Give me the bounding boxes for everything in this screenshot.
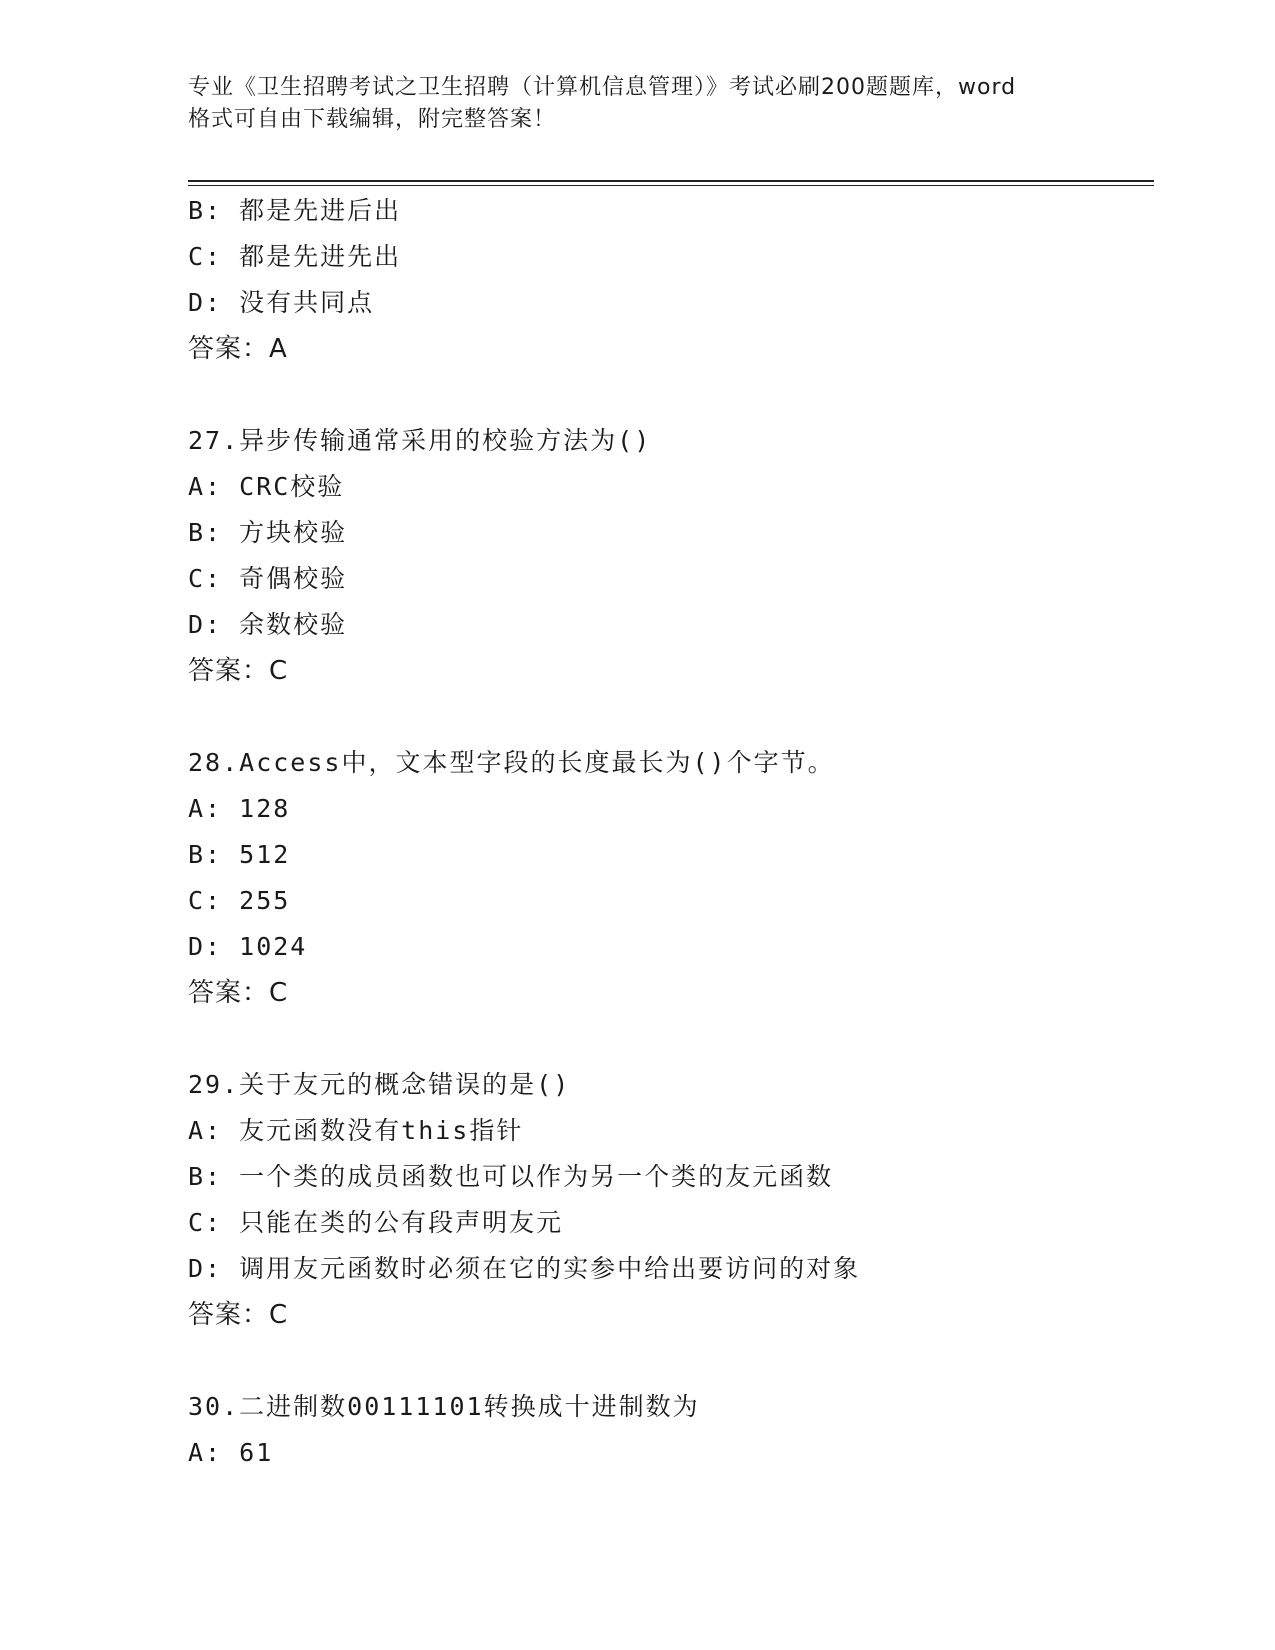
question-text: 30.二进制数00111101转换成十进制数为 [188,1392,700,1421]
question-text: 29.关于友元的概念错误的是() [188,1070,571,1099]
question-list [188,188,1148,1476]
option-a: A: 友元函数没有this指针 [188,1116,524,1145]
option-d: D: 没有共同点 [188,288,375,317]
answer: 答案：C [188,978,289,1008]
option-c: C: 奇偶校验 [188,564,348,593]
option-b: B: 都是先进后出 [188,196,402,225]
header-line-2: 格式可自由下载编辑，附完整答案！ [188,107,557,132]
question-text: 28.Access中，文本型字段的长度最长为()个字节。 [188,748,835,777]
header-divider-thin [188,185,1154,186]
option-d: D: 余数校验 [188,610,348,639]
question-26 [188,188,1148,372]
option-a: A: CRC校验 [188,472,345,501]
option-a: A: 61 [188,1438,274,1467]
header-line-1: 专业《卫生招聘考试之卫生招聘（计算机信息管理）》考试必刷200题题库，word [188,75,1017,100]
spacer [188,694,1148,740]
option-d: D: 1024 [188,932,308,961]
spacer [188,1016,1148,1062]
answer: 答案：A [188,334,288,364]
question-29 [188,1062,1148,1338]
question-30 [188,1384,1148,1476]
question-text: 27.异步传输通常采用的校验方法为() [188,426,652,455]
header-divider-thick [188,180,1154,182]
spacer [188,372,1148,418]
option-b: B: 一个类的成员函数也可以作为另一个类的友元函数 [188,1162,834,1191]
option-c: C: 都是先进先出 [188,242,402,271]
option-a: A: 128 [188,794,291,823]
answer: 答案：C [188,1300,289,1330]
option-c: C: 只能在类的公有段声明友元 [188,1208,564,1237]
answer: 答案：C [188,656,289,686]
option-c: C: 255 [188,886,291,915]
document-header [188,72,1088,136]
option-b: B: 512 [188,840,291,869]
question-28 [188,740,1148,1016]
question-27 [188,418,1148,694]
spacer [188,1338,1148,1384]
option-b: B: 方块校验 [188,518,348,547]
option-d: D: 调用友元函数时必须在它的实参中给出要访问的对象 [188,1254,861,1283]
